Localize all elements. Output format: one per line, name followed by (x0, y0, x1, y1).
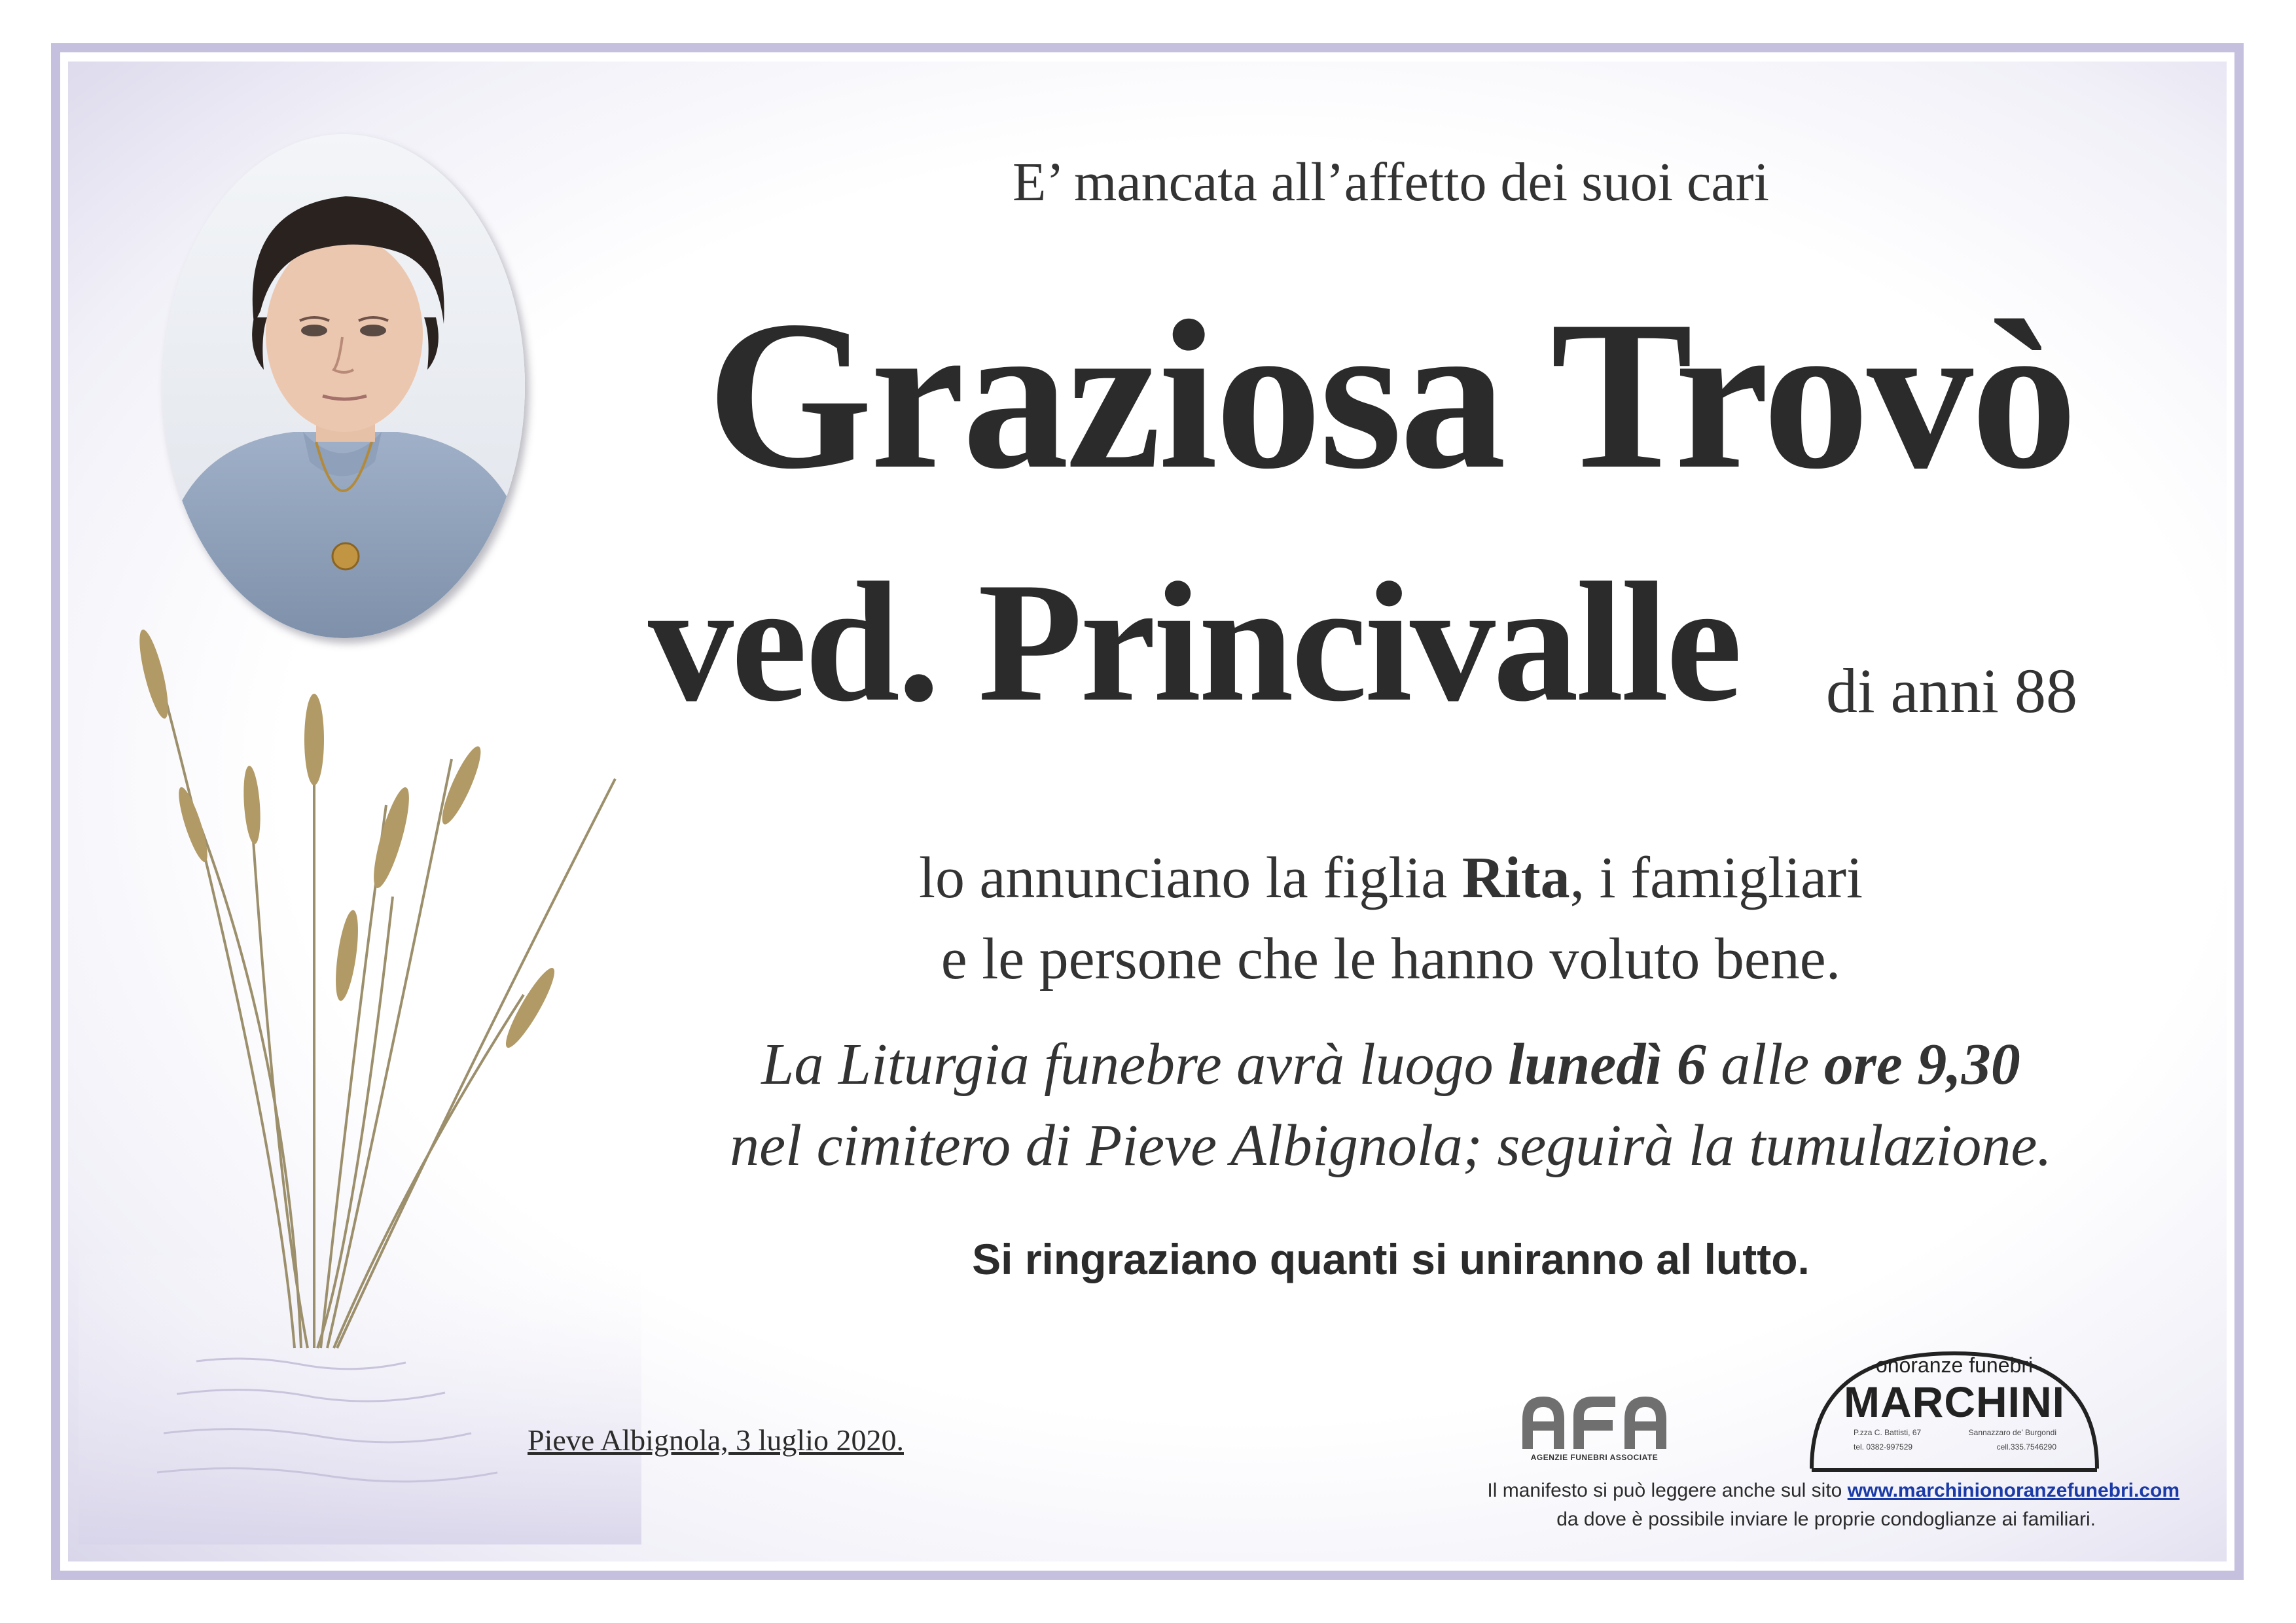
ceremony-time: ore 9,30 (1823, 1032, 2020, 1097)
daughter-name: Rita (1462, 846, 1570, 910)
marchini-address-right: Sannazzaro de’ Burgondi (1968, 1428, 2056, 1437)
website-link[interactable]: www.marchinionoranzefunebri.com (1847, 1480, 2179, 1501)
marchini-cell: cell.335.7546290 (1996, 1442, 2056, 1452)
afa-logo (1517, 1390, 1672, 1469)
marchini-phones (1854, 1442, 2056, 1452)
ceremony-t1: La Liturgia funebre avrà luogo (761, 1032, 1509, 1097)
marchini-address (1854, 1428, 2056, 1437)
afa-caption: AGENZIE FUNEBRI ASSOCIATE (1530, 1453, 1659, 1462)
age: di anni 88 (1826, 656, 2077, 726)
ceremony-t2: alle (1706, 1032, 1824, 1097)
ceremony-line2: nel cimitero di Pieve Albignola; seguirà la tumulazione. (730, 1113, 2052, 1178)
announcement-part1: lo annunciano la figlia (918, 846, 1462, 910)
thanks-line: Si ringraziano quanti si uniranno al lutto. (972, 1235, 1810, 1283)
footer-note (1407, 1476, 2179, 1534)
afa-logo-mark (1517, 1390, 1672, 1453)
ceremony-day: lunedì 6 (1508, 1032, 1706, 1097)
intro-line: E’ mancata all’affetto dei suoi cari (1013, 152, 1769, 213)
wheat-grass-decoration (79, 589, 641, 1544)
announcement-text (655, 838, 2127, 1000)
portrait-photo (162, 134, 525, 638)
announcement-part2: , i famigliari (1570, 846, 1863, 910)
marchini-logo (1808, 1344, 2101, 1475)
footer-text2: da dove è possibile inviare le proprie condoglianze ai familiari. (1556, 1508, 2096, 1530)
marchini-tel: tel. 0382-997529 (1854, 1442, 1913, 1452)
deceased-name: Graziosa Trovò (706, 276, 2075, 513)
footer-text1: Il manifesto si può leggere anche sul sito (1487, 1480, 1848, 1501)
marchini-subtitle: onoranze funebri (1875, 1353, 2034, 1377)
ceremony-text (648, 1024, 2134, 1186)
married-name: ved. Princivalle (648, 547, 1740, 737)
announcement-line2: e le persone che le hanno voluto bene. (941, 927, 1841, 991)
marchini-address-left: P.zza C. Battisti, 67 (1854, 1428, 1922, 1437)
marchini-title: MARCHINI (1844, 1378, 2065, 1426)
place-date: Pieve Albignola, 3 luglio 2020. (528, 1423, 904, 1457)
